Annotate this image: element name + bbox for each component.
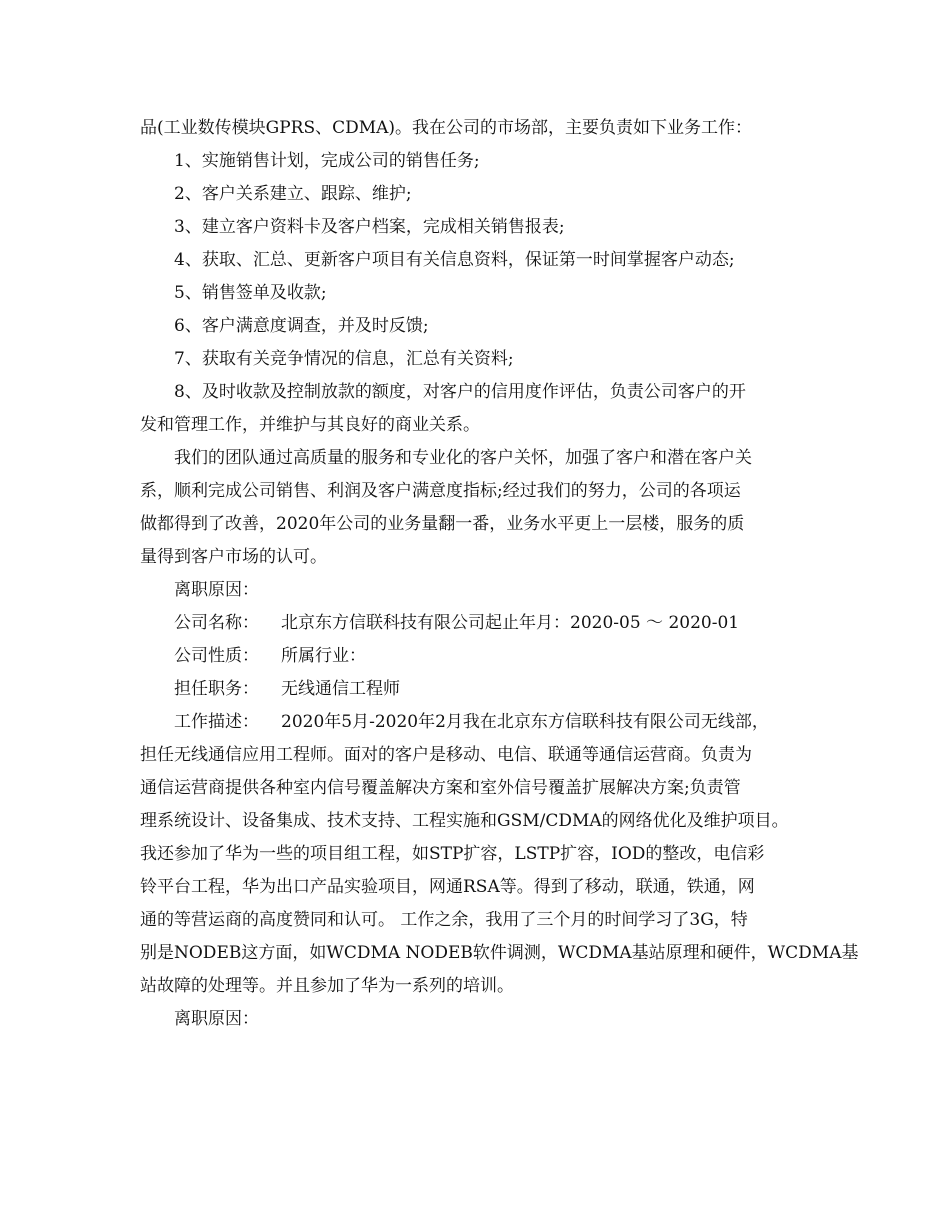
duty-item: 5、销售签单及收款;: [174, 283, 327, 303]
work-desc-line: 铃平台工程，华为出口产品实验项目，网通RSA等。得到了移动，联通，铁通，网: [140, 877, 755, 897]
duty-item: 7、获取有关竞争情况的信息，汇总有关资料;: [174, 349, 514, 369]
leave-reason-label: 离职原因：: [174, 580, 259, 600]
duty-item-8-line-1: 8、及时收款及控制放款的额度，对客户的信用度作评估，负责公司客户的开: [174, 382, 746, 402]
duty-item: 6、客户满意度调查，并及时反馈;: [174, 316, 429, 336]
leave-reason-label: 离职原因：: [174, 1009, 259, 1029]
work-desc-line: 通信运营商提供各种室内信号覆盖解决方案和室外信号覆盖扩展解决方案;负责管: [140, 778, 741, 798]
industry-label: 所属行业：: [281, 646, 366, 666]
team-paragraph-line: 我们的团队通过高质量的服务和专业化的客户关怀，加强了客户和潜在客户关: [174, 448, 752, 468]
team-paragraph-line: 量得到客户市场的认可。: [140, 547, 327, 567]
work-desc-line: 别是NODEB这方面，如WCDMA NODEB软件调测，WCDMA基站原理和硬件，WCDMA基: [140, 943, 859, 963]
company-nature-label: 公司性质：: [174, 646, 259, 666]
position-value: 无线通信工程师: [281, 679, 400, 699]
work-desc-label: 工作描述：: [174, 712, 259, 732]
work-desc-line: 理系统设计、设备集成、技术支持、工程实施和GSM/CDMA的网络优化及维护项目。: [140, 811, 789, 831]
position-label: 担任职务：: [174, 679, 259, 699]
duty-item: 1、实施销售计划，完成公司的销售任务;: [174, 151, 480, 171]
work-desc-line: 我还参加了华为一些的项目组工程，如STP扩容，LSTP扩容，IOD的整改，电信彩: [140, 844, 765, 864]
nature-row: [140, 640, 820, 673]
duty-item: 2、客户关系建立、跟踪、维护;: [174, 184, 412, 204]
work-desc-line: 担任无线通信应用工程师。面对的客户是移动、电信、联通等通信运营商。负责为: [140, 745, 752, 765]
duty-item: 4、获取、汇总、更新客户项目有关信息资料，保证第一时间掌握客户动态;: [174, 250, 735, 270]
work-desc-line: 站故障的处理等。并且参加了华为一系列的培训。: [140, 976, 514, 996]
resume-body: [140, 112, 859, 1036]
work-desc-line: 通的等营运商的高度赞同和认可。 工作之余，我用了三个月的时间学习了3G，特: [140, 910, 748, 930]
work-desc-line: 2020年5月-2020年2月我在北京东方信联科技有限公司无线部，: [281, 712, 769, 732]
team-paragraph-line: 做都得到了改善，2020年公司的业务量翻一番，业务水平更上一层楼，服务的质: [140, 514, 745, 534]
company-label: 公司名称：: [174, 613, 259, 633]
company-row: [140, 607, 820, 640]
company-value: 北京东方信联科技有限公司起止年月：2020-05 ～ 2020-01: [281, 613, 740, 633]
team-paragraph-line: 系，顺利完成公司销售、利润及客户满意度指标;经过我们的努力，公司的各项运: [140, 481, 741, 501]
intro-line: 品(工业数传模块GPRS、CDMA)。我在公司的市场部，主要负责如下业务工作：: [140, 118, 753, 138]
work-desc-row: [140, 706, 820, 739]
duty-item: 3、建立客户资料卡及客户档案，完成相关销售报表;: [174, 217, 565, 237]
position-row: [140, 673, 820, 706]
duty-item-8-line-2: 发和管理工作，并维护与其良好的商业关系。: [140, 415, 480, 435]
